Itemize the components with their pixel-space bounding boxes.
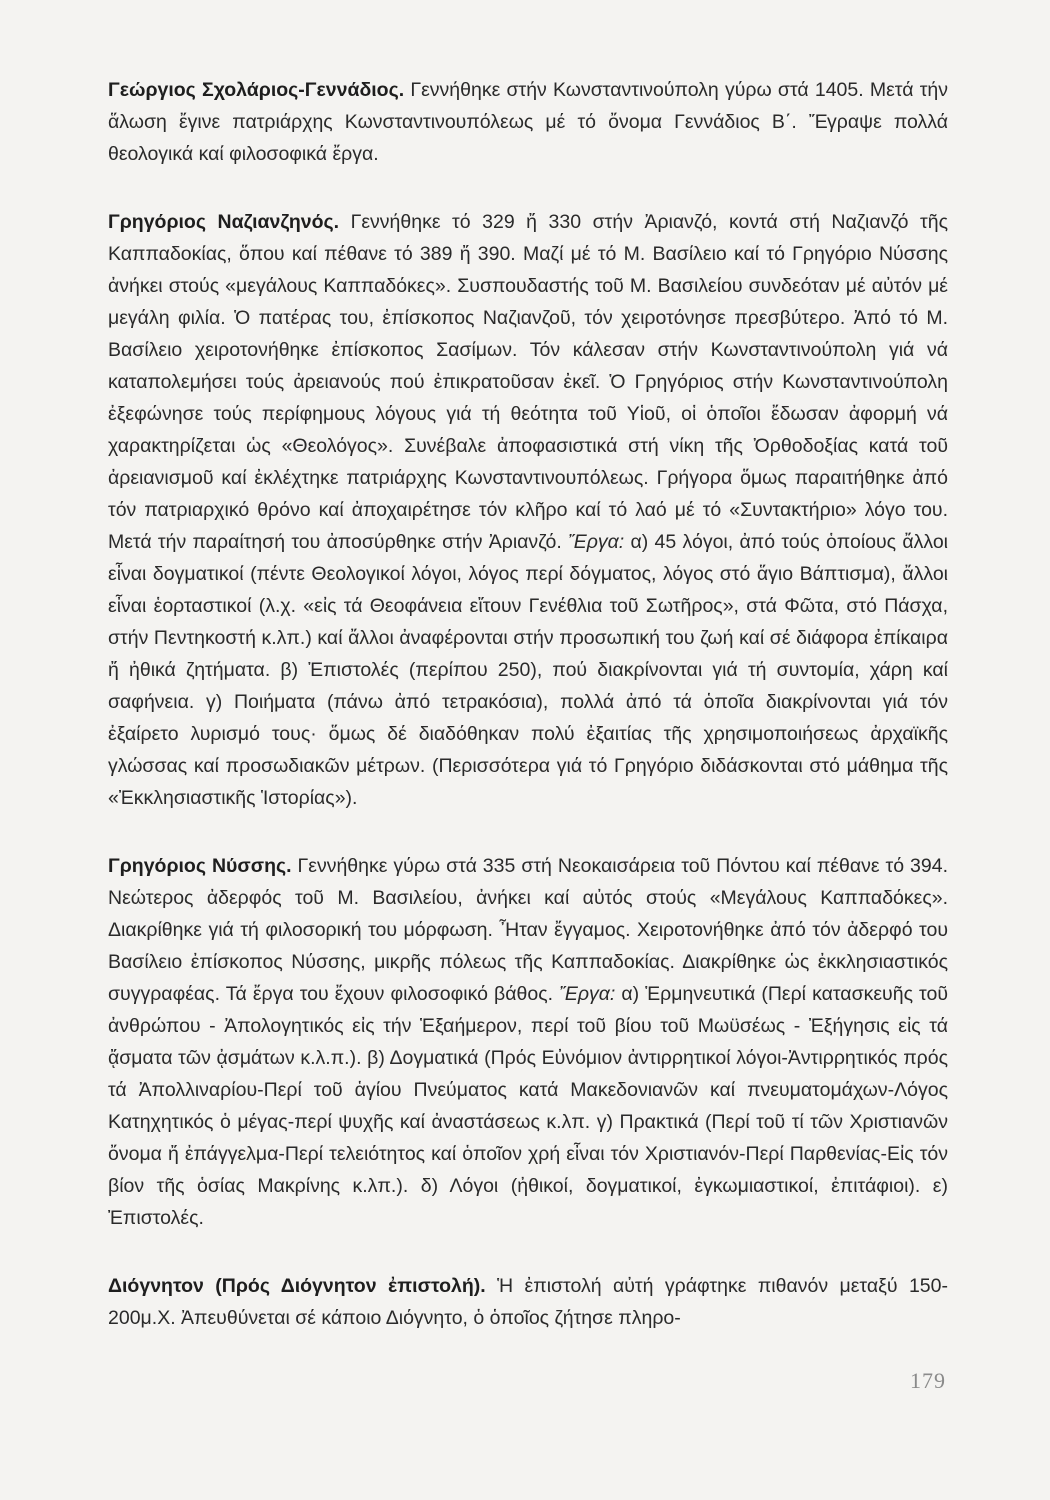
- entry-paragraph: [108, 1270, 948, 1334]
- page-text: [108, 74, 948, 1370]
- entry-heading: Γρηγόριος Νύσσης.: [108, 855, 292, 877]
- entry-body: Γεννήθηκε στήν Κωνσταντινούπολη γύρω στά 1405. Μετά τήν ἅλωση ἔγινε πατριάρχης Κωνσταντινουπόλεως μέ τό ὄνομα Γεννάδιος Β΄. Ἔγραψε πολλά θεολογικά καί φιλοσοφικά ἔργα.: [108, 79, 948, 165]
- entry-heading: Γεώργιος Σχολάριος-Γεννάδιος.: [108, 79, 405, 101]
- entry-heading: Διόγνητον (Πρός Διόγνητον ἐπιστολή).: [108, 1275, 486, 1297]
- works-label: Ἔργα:: [568, 531, 625, 553]
- entry-heading: Γρηγόριος Ναζιανζηνός.: [108, 211, 340, 233]
- entry-paragraph: [108, 206, 948, 814]
- entry-paragraph: [108, 850, 948, 1234]
- entry-body: Ἡ ἐπιστολή αὐτή γράφτηκε πιθανόν μεταξύ 150-200μ.Χ. Ἀπευθύνεται σέ κάποιο Διόγνητο, ὁ ὁποῖος ζήτησε πληρο-: [108, 1275, 948, 1329]
- entry-body: Γεννήθηκε τό 329 ἤ 330 στήν Ἀριανζό, κοντά στή Ναζιανζό τῆς Καππαδοκίας, ὅπου καί πέθανε τό 389 ἤ 390. Μαζί μέ τό Μ. Βασίλειο καί τό Γρηγόριο Νύσσης ἀνήκει στούς «μεγάλους Καππαδόκες». Συσπουδαστής τοῦ Μ. Βασιλείου συνδεόταν μέ αὐτόν μέ μεγάλη φιλία. Ὁ πατέρας του, ἐπίσκοπος Ναζιανζοῦ, τόν χειροτόνησε πρεσβύτερο. Ἀπό τό Μ. Βασίλειο χειροτονήθηκε ἐπίσκοπος Σασίμων. Τόν κάλεσαν στήν Κωνσταντινούπολη γιά νά καταπολεμήσει τούς ἀρειανούς πού ἐπικρατοῦσαν ἐκεῖ. Ὁ Γρηγόριος στήν Κωνσταντινούπολη ἐξεφώνησε τούς περίφημους λόγους γιά τή θεότητα τοῦ Υἱοῦ, οἱ ὁποῖοι ἔδωσαν ἀφορμή νά χαρακτηρίζεται ὡς «Θεολόγος». Συνέβαλε ἀποφασιστικά στή νίκη τῆς Ὀρθοδοξίας κατά τοῦ ἀρειανισμοῦ καί ἐκλέχτηκε πατριάρχης Κωνσταντινουπόλεως. Γρήγορα ὅμως παραιτήθηκε ἀπό τόν πατριαρχικό θρόνο καί ἀποχαιρέτησε τόν κλῆρο καί τό λαό μέ τό «Συντακτήριο» λόγο του. Μετά τήν παραίτησή του ἀποσύρθηκε στήν Ἀριανζό.: [108, 211, 948, 553]
- entry-body: Γεννήθηκε γύρω στά 335 στή Νεοκαισάρεια τοῦ Πόντου καί πέθανε τό 394. Νεώτερος ἀδερφός τοῦ Μ. Βασιλείου, ἀνήκει καί αὐτός στούς «Μεγάλους Καππαδόκες». Διακρίθηκε γιά τή φιλοσορική του μόρφωση. Ἦταν ἔγγαμος. Χειροτονήθηκε ἀπό τόν ἀδερφό του Βασίλειο ἐπίσκοπος Νύσσης, μικρῆς πόλεως τῆς Καππαδοκίας. Διακρίθηκε ὡς ἐκκλησιαστικός συγγραφέας. Τά ἔργα του ἔχουν φιλοσοφικό βάθος.: [108, 855, 949, 1005]
- entry-paragraph: [108, 74, 948, 170]
- works-list: α) Ἑρμηνευτικά (Περί κατασκευῆς τοῦ ἀνθρώπου - Ἀπολογητικός εἰς τήν Ἑξαήμερον, περί τοῦ βίου τοῦ Μωϋσέως - Ἐξήγησις εἰς τά ᾄσματα τῶν ᾀσμάτων κ.λ.π.). β) Δογματικά (Πρός Εὐνόμιον ἀντιρρητικοί λόγοι-Ἀντιρρητικός πρός τά Ἀπολλιναρίου-Περί τοῦ ἁγίου Πνεύματος κατά Μακεδονιανῶν καί πνευματομάχων-Λόγος Κατηχητικός ὁ μέγας-περί ψυχῆς καί ἀναστάσεως κ.λπ. γ) Πρακτικά (Περί τοῦ τί τῶν Χριστιανῶν ὄνομα ἤ ἐπάγγελμα-Περί τελειότητος καί ὁποῖον χρή εἶναι τόν Χριστιανόν-Περί Παρθενίας-Εἰς τόν βίον τῆς ὁσίας Μακρίνης κ.λπ.). δ) Λόγοι (ἠθικοί, δογματικοί, ἐγκωμιαστικοί, ἐπιτάφιοι). ε) Ἐπιστολές.: [108, 983, 948, 1229]
- works-label: Ἔργα:: [559, 983, 616, 1005]
- works-list: α) 45 λόγοι, ἀπό τούς ὁποίους ἄλλοι εἶναι δογματικοί (πέντε Θεολογικοί λόγοι, λόγος περί δόγματος, λόγος στό ἅγιο Βάπτισμα), ἄλλοι εἶναι ἑορταστικοί (λ.χ. «εἰς τά Θεοφάνεια εἴτουν Γενέθλια τοῦ Σωτῆρος», στά Φῶτα, στό Πάσχα, στήν Πεντηκοστή κ.λπ.) καί ἄλλοι ἀναφέρονται στήν προσωπική του ζωή καί σέ διάφορα ἐπίκαιρα ἤ ἠθικά ζητήματα. β) Ἐπιστολές (περίπου 250), πού διακρίνονται γιά τή συντομία, χάρη καί σαφήνεια. γ) Ποιήματα (πάνω ἀπό τετρακόσια), πολλά ἀπό τά ὁποῖα διακρίνονται γιά τόν ἐξαίρετο λυρισμό τους· ὅμως δέ διαδόθηκαν πολύ ἐξαιτίας τῆς χρησιμοποιήσεως ἀρχαϊκῆς γλώσσας καί προσωδιακῶν μέτρων. (Περισσότερα γιά τό Γρηγόριο διδάσκονται στό μάθημα τῆς «Ἐκκλησιαστικῆς Ἱστορίας»).: [108, 531, 948, 809]
- entry-diognetus: [108, 1270, 948, 1334]
- entry-scholarios: [108, 74, 948, 170]
- entry-nyssa: [108, 850, 948, 1234]
- page-number: 179: [910, 1368, 946, 1393]
- entry-nazianzen: [108, 206, 948, 814]
